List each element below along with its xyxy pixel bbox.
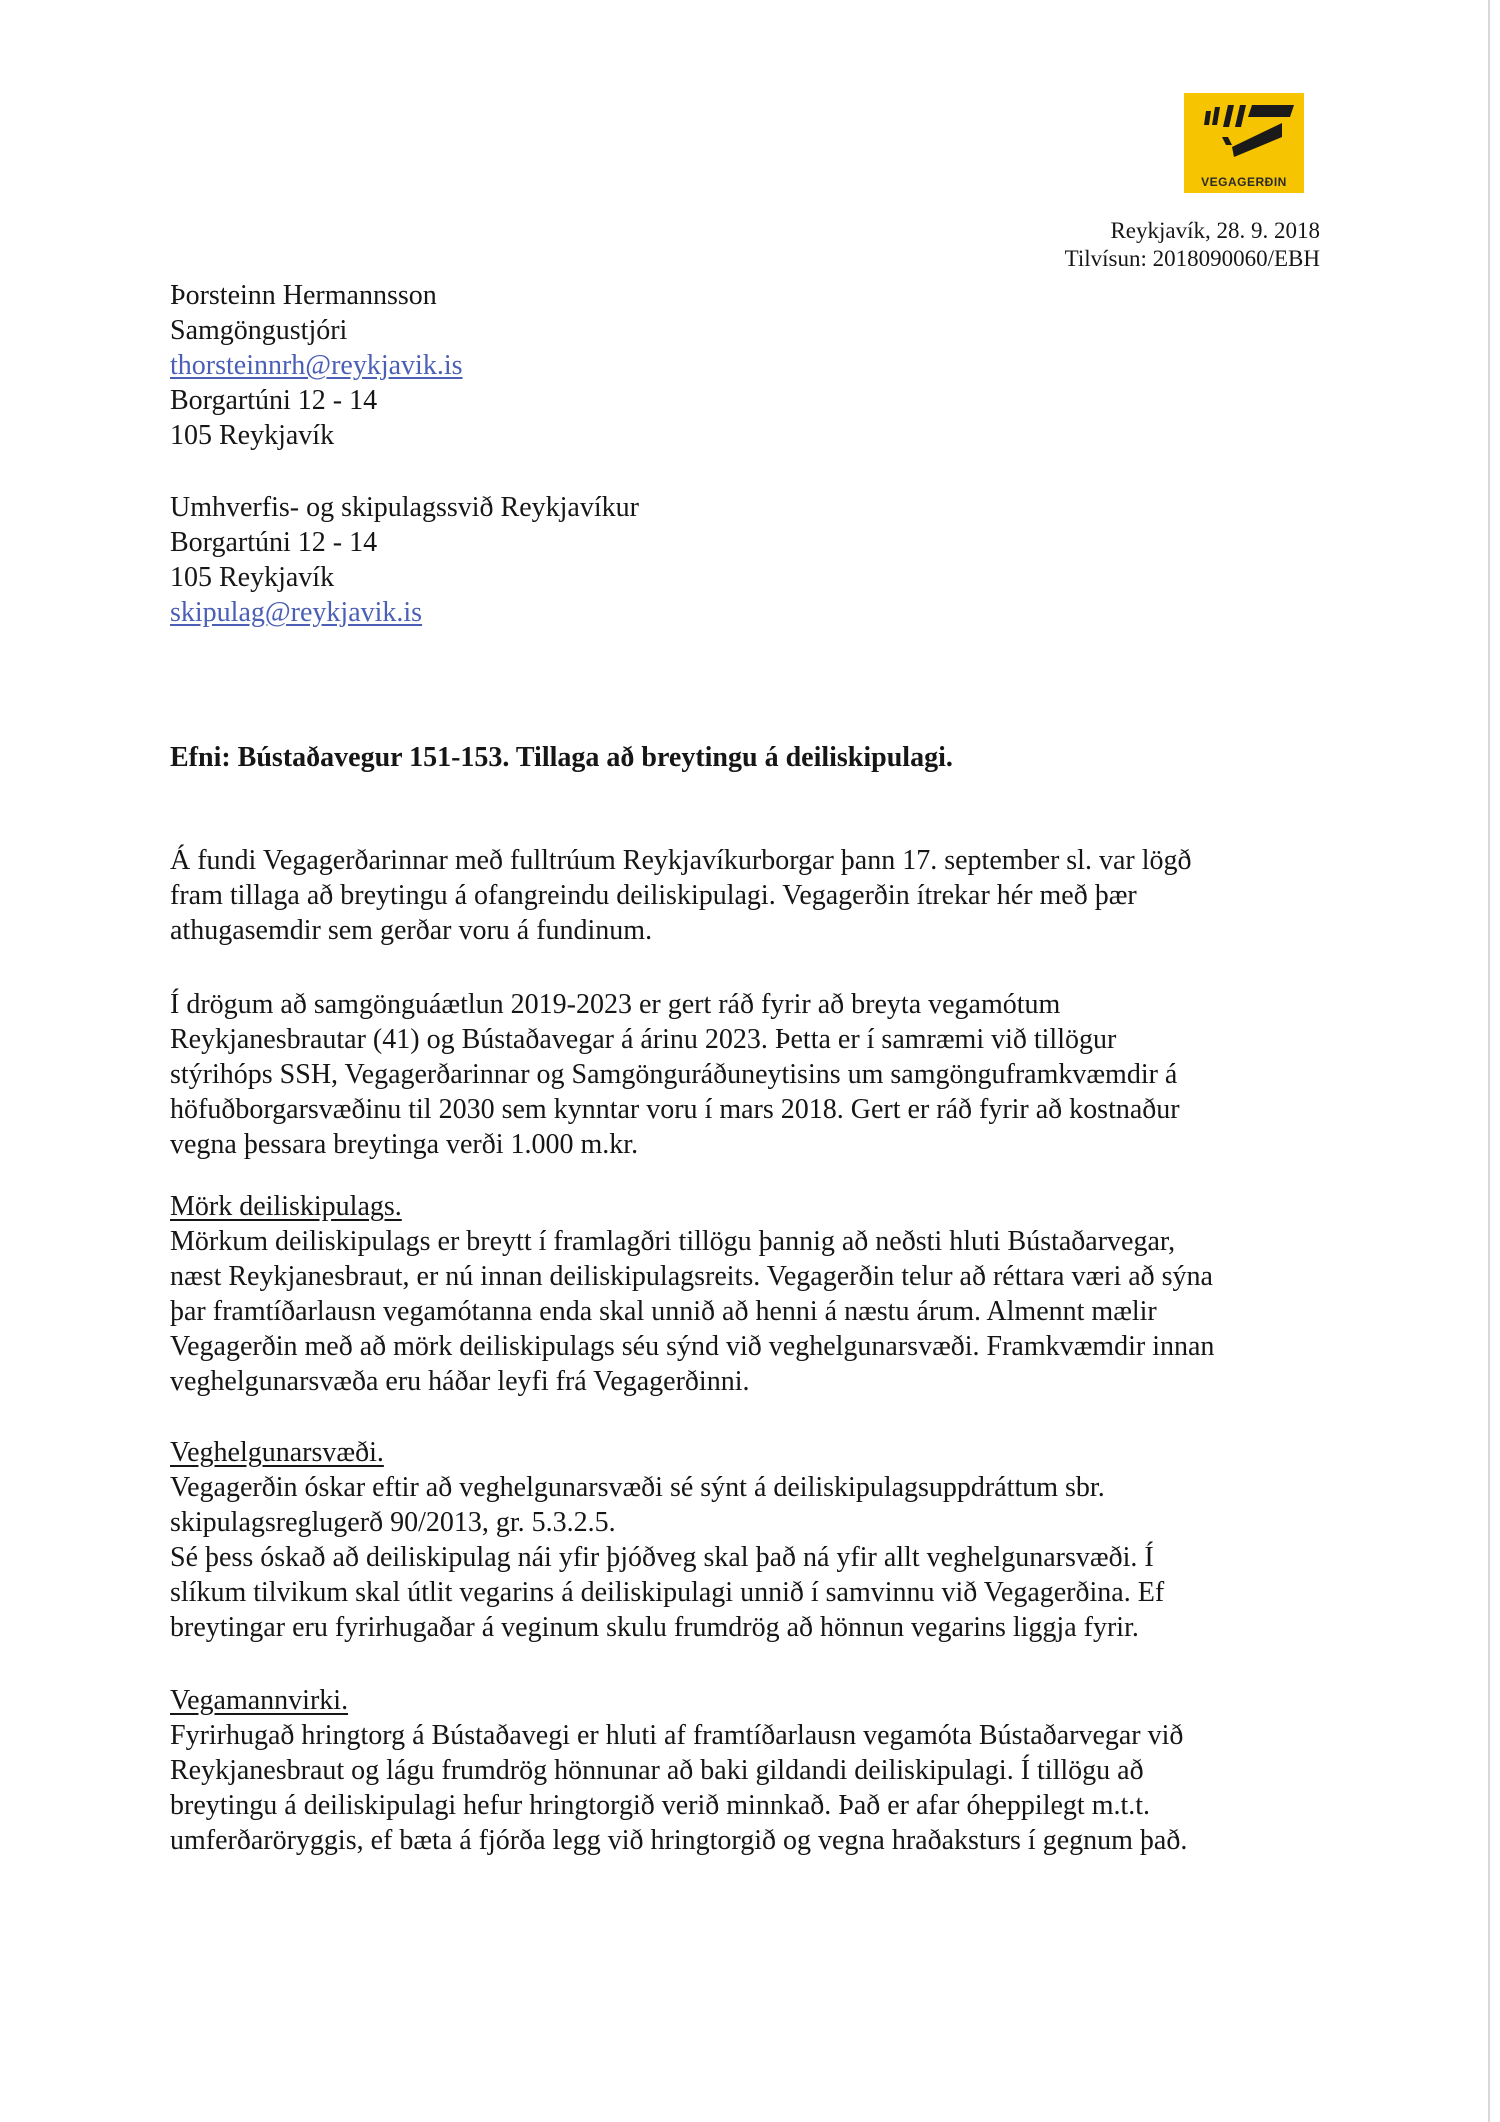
paragraph-line: Fyrirhugað hringtorg á Bústaðavegi er hluti af framtíðarlausn vegamóta Bústaðarvegar við: [170, 1720, 1184, 1751]
paragraph-line: umferðaröryggis, ef bæta á fjórða legg við hringtorgið og vegna hraðaksturs í gegnum það.: [170, 1825, 1188, 1856]
recipient-street: Borgartúni 12 - 14: [170, 385, 378, 416]
paragraph-line: höfuðborgarsvæðinu til 2030 sem kynntar voru í mars 2018. Gert er ráð fyrir að kostnaður: [170, 1094, 1180, 1125]
paragraph-line: Reykjanesbrautar (41) og Bústaðavegar á árinu 2023. Þetta er í samræmi við tillögur: [170, 1024, 1117, 1055]
paragraph-line: Sé þess óskað að deiliskipulag nái yfir þjóðveg skal það ná yfir allt veghelgunarsvæði. Í: [170, 1542, 1154, 1573]
recipient-name: Þorsteinn Hermannsson: [170, 280, 437, 311]
paragraph-line: veghelgunarsvæða eru háðar leyfi frá Vegagerðinni.: [170, 1366, 750, 1397]
vegagerdin-logo: [1184, 93, 1304, 193]
section-heading: Vegamannvirki.: [170, 1685, 349, 1716]
place-date: Reykjavík, 28. 9. 2018: [1110, 218, 1320, 243]
paragraph-line: næst Reykjanesbraut, er nú innan deiliskipulagsreits. Vegagerðin telur að réttara væri að sýna: [170, 1261, 1213, 1292]
recipient-email-link[interactable]: thorsteinnrh@reykjavik.is: [170, 350, 463, 381]
org-email-link[interactable]: skipulag@reykjavik.is: [170, 597, 423, 628]
recipient-title: Samgöngustjóri: [170, 315, 348, 346]
subject-line: Efni: Bústaðavegur 151-153. Tillaga að breytingu á deiliskipulagi.: [170, 742, 953, 773]
paragraph-line: breytingar eru fyrirhugaðar á veginum skulu frumdrög að hönnun vegarins liggja fyrir.: [170, 1612, 1139, 1643]
paragraph-line: fram tillaga að breytingu á ofangreindu deiliskipulagi. Vegagerðin ítrekar hér með þær: [170, 880, 1137, 911]
section-veghelgunarsvaedi: [170, 1435, 1320, 1645]
paragraph-line: Reykjanesbraut og lágu frumdrög hönnunar að baki gildandi deiliskipulagi. Í tillögu að: [170, 1755, 1144, 1786]
paragraph-2: [170, 987, 1320, 1162]
paragraph-line: slíkum tilvikum skal útlit vegarins á deiliskipulagi unnið í samvinnu við Vegagerðina. Ef: [170, 1577, 1165, 1608]
recipient-city: 105 Reykjavík: [170, 562, 335, 593]
paragraph-line: Vegagerðin með að mörk deiliskipulags séu sýnd við veghelgunarsvæði. Framkvæmdir innan: [170, 1331, 1215, 1362]
scan-edge-line: [1488, 0, 1490, 2122]
paragraph-line: stýrihóps SSH, Vegagerðarinnar og Samgönguráðuneytisins um samgönguframkvæmdir á: [170, 1059, 1178, 1090]
recipient-address-1: [170, 278, 463, 453]
reference-number: Tilvísun: 2018090060/EBH: [1064, 246, 1320, 271]
recipient-city: 105 Reykjavík: [170, 420, 335, 451]
date-reference-block: [1065, 217, 1320, 273]
paragraph-line: skipulagsreglugerð 90/2013, gr. 5.3.2.5.: [170, 1507, 616, 1538]
paragraph-line: breytingu á deiliskipulagi hefur hringtorgið verið minnkað. Það er afar óheppilegt m.t.t.: [170, 1790, 1151, 1821]
paragraph-line: Í drögum að samgönguáætlun 2019-2023 er gert ráð fyrir að breyta vegamótum: [170, 989, 1061, 1020]
section-heading: Mörk deiliskipulags.: [170, 1191, 402, 1222]
recipient-street: Borgartúni 12 - 14: [170, 527, 378, 558]
paragraph-line: Mörkum deiliskipulags er breytt í framlagðri tillögu þannig að neðsti hluti Bústaðarvegar,: [170, 1226, 1176, 1257]
recipient-org: Umhverfis- og skipulagssvið Reykjavíkur: [170, 492, 639, 523]
logo-text: VEGAGERÐIN: [1201, 175, 1287, 189]
paragraph-line: Á fundi Vegagerðarinnar með fulltrúum Reykjavíkurborgar þann 17. september sl. var lögð: [170, 845, 1192, 876]
section-vegamannvirki: [170, 1683, 1320, 1858]
paragraph-line: Vegagerðin óskar eftir að veghelgunarsvæði sé sýnt á deiliskipulagsuppdráttum sbr.: [170, 1472, 1105, 1503]
paragraph-line: vegna þessara breytinga verði 1.000 m.kr.: [170, 1129, 639, 1160]
recipient-address-2: [170, 490, 639, 630]
paragraph-line: athugasemdir sem gerðar voru á fundinum.: [170, 915, 653, 946]
paragraph-1: [170, 843, 1320, 948]
section-heading: Veghelgunarsvæði.: [170, 1437, 384, 1468]
paragraph-line: þar framtíðarlausn vegamótanna enda skal unnið að henni á næstu árum. Almennt mælir: [170, 1296, 1157, 1327]
section-mork-deiliskipulags: [170, 1189, 1320, 1399]
